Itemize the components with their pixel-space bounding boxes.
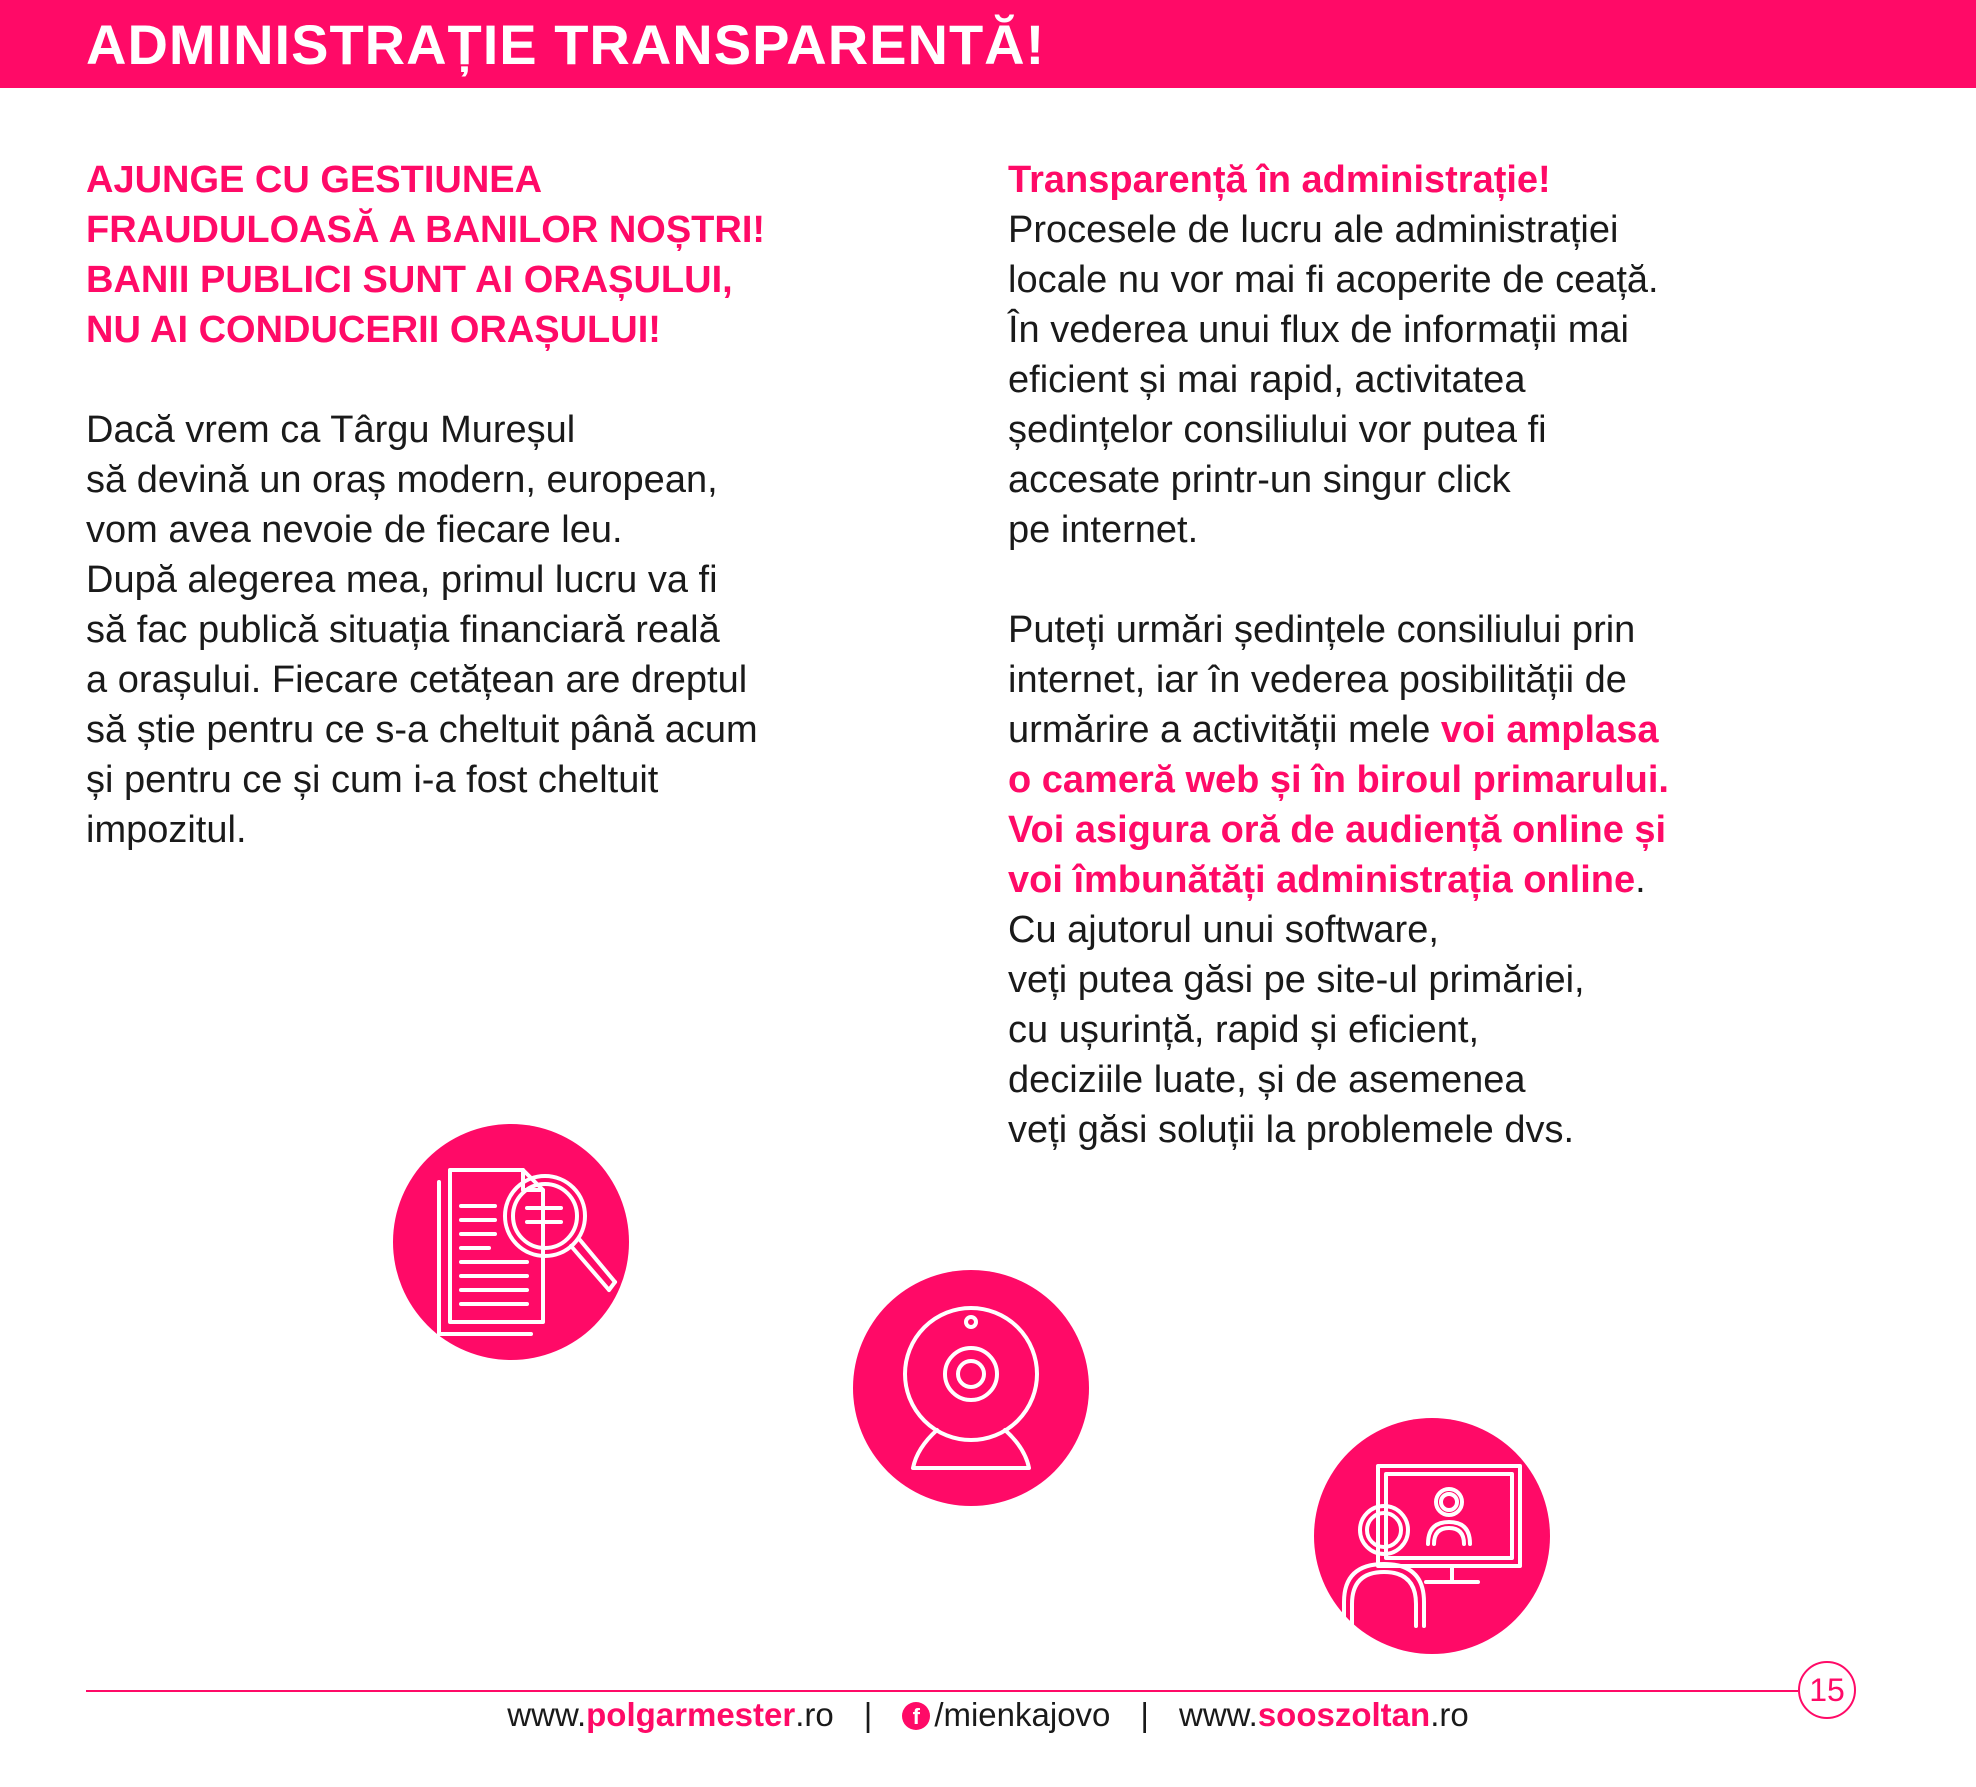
facebook-icon: f (902, 1702, 930, 1730)
highlight-line: Voi asigura oră de audiență online și (1008, 809, 1667, 851)
body-line: să fac publică situația financiară reală (86, 609, 720, 651)
body-line: accesate printr-un singur click (1008, 459, 1511, 501)
online-meeting-icon (1314, 1418, 1550, 1654)
body-line: ședințelor consiliului vor putea fi (1008, 409, 1547, 451)
website-link-soos[interactable]: www.sooszoltan.ro (1178, 1696, 1469, 1733)
page-title: ADMINISTRAȚIE TRANSPARENTĂ! (86, 13, 1046, 76)
right-column (1008, 155, 1908, 1155)
footer (0, 1693, 1976, 1737)
body-line: Dacă vrem ca Târgu Mureșul (86, 409, 576, 451)
body-line: Cu ajutorul unui software, (1008, 909, 1439, 951)
document-search-icon (393, 1124, 629, 1360)
plain-text: urmărire a activității mele (1008, 709, 1441, 751)
body-line (1008, 705, 1908, 755)
highlight-text: voi amplasa (1440, 709, 1659, 751)
body-line: locale nu vor mai fi acoperite de ceață. (1008, 259, 1659, 301)
body-line (1008, 855, 1908, 905)
page-number: 15 (1798, 1661, 1856, 1719)
headline-line: NU AI CONDUCERII ORAȘULUI! (86, 309, 661, 351)
body-line: și pentru ce și cum i-a fost cheltuit (86, 759, 659, 801)
body-line: să devină un oraș modern, european, (86, 459, 718, 501)
body-line: veți putea găsi pe site-ul primăriei, (1008, 959, 1585, 1001)
body-line: cu ușurință, rapid și eficient, (1008, 1009, 1480, 1051)
body-line: În vederea unui flux de informații mai (1008, 309, 1629, 351)
highlight-line: o cameră web și în biroul primarului. (1008, 759, 1669, 801)
body-line: internet, iar în vederea posibilității de (1008, 659, 1627, 701)
section-heading: Transparență în administrație! (1008, 159, 1551, 201)
body-line: impozitul. (86, 809, 247, 851)
body-line: După alegerea mea, primul lucru va fi (86, 559, 718, 601)
body-line: Puteți urmări ședințele consiliului prin (1008, 609, 1636, 651)
headline-line: BANII PUBLICI SUNT AI ORAȘULUI, (86, 259, 733, 301)
header-band (0, 0, 1976, 88)
left-column (86, 155, 966, 855)
body-line: pe internet. (1008, 509, 1199, 551)
headline-line: AJUNGE CU GESTIUNEA (86, 159, 543, 201)
body-line: eficient și mai rapid, activitatea (1008, 359, 1526, 401)
body-line: veți găsi soluții la problemele dvs. (1008, 1109, 1575, 1151)
highlight-text: voi îmbunătăți administrația online (1008, 859, 1636, 901)
body-line: Procesele de lucru ale administrației (1008, 209, 1619, 251)
website-link-primar[interactable]: www.polgarmester.ro (507, 1696, 834, 1733)
body-line: să știe pentru ce s-a cheltuit până acum (86, 709, 758, 751)
body-line: vom avea nevoie de fiecare leu. (86, 509, 623, 551)
webcam-icon (853, 1270, 1089, 1506)
footer-divider (86, 1690, 1798, 1692)
body-line: deciziile luate, și de asemenea (1008, 1059, 1526, 1101)
facebook-link[interactable]: f /mienkajovo (902, 1696, 1110, 1733)
footer-separator: | (863, 1696, 873, 1733)
footer-separator: | (1140, 1696, 1149, 1733)
body-line: a orașului. Fiecare cetățean are dreptul (86, 659, 748, 701)
plain-text: . (1635, 859, 1646, 901)
headline-line: FRAUDULOASĂ A BANILOR NOȘTRI! (86, 209, 766, 251)
